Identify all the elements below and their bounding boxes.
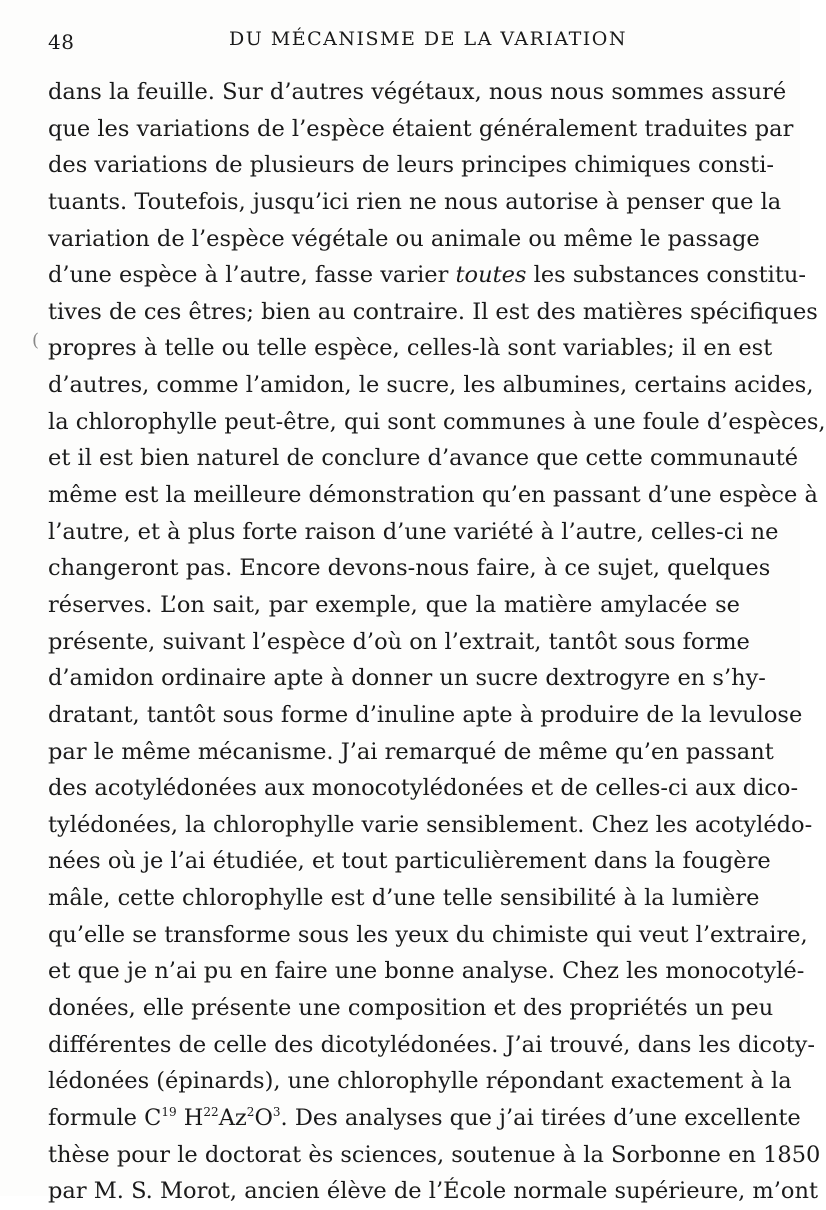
text-line [48,257,806,294]
text-line: thèse pour le doctorat ès sciences, soutenue à la Sorbonne en 1850 [48,1141,821,1168]
text-line: que les variations de l’espèce étaient généralement traduites par [48,115,794,142]
text-line: des acotylédonées aux monocotylédonées et de celles-ci aux dico- [48,775,799,802]
text-line: par le même mécanisme. J’ai remarqué de même qu’en passant [48,738,774,765]
text-line: d’autres, comme l’amidon, le sucre, les albumines, certains acides, [48,372,814,399]
text-line: et que je n’ai pu en faire une bonne analyse. Chez les monocotylé- [48,958,805,985]
text-line: tylédonées, la chlorophylle varie sensiblement. Chez les acotylédo- [48,811,813,838]
running-head [48,28,740,58]
text-line: mâle, cette chlorophylle est d’une telle sensibilité à la lumière [48,885,760,912]
formula-index: 22 [203,1104,219,1119]
formula-index: 2 [246,1104,255,1119]
text-line: des variations de plusieurs de leurs principes chimiques consti- [48,152,774,179]
page-number: 48 [48,30,75,54]
text-line: variation de l’espèce végétale ou animale ou même le passage [48,225,760,252]
text-line: dans la feuille. Sur d’autres végétaux, nous nous sommes assuré [48,79,787,105]
body-text [48,74,826,1210]
text-line: tives de ces êtres; bien au contraire. Il est des matières spécifiques [48,298,818,325]
formula-index: 19 [161,1104,177,1119]
formula-element: H [176,1104,204,1131]
text-line [48,1100,801,1137]
line-text: . Des analyses que j’ai tirées d’une excellente [280,1104,801,1131]
text-line: d’amidon ordinaire apte à donner un sucre dextrogyre en s’hy- [48,665,766,692]
text-line: présente, suivant l’espèce d’où on l’extrait, tantôt sous forme [48,628,750,655]
text-line: changeront pas. Encore devons-nous faire, à ce sujet, quelques [48,555,771,582]
text-line: tuants. Toutefois, jusqu’ici rien ne nous autorise à penser que la [48,188,782,215]
italic-word: toutes [455,262,527,289]
formula-index: 3 [272,1104,281,1119]
text-line: réserves. L’on sait, par exemple, que la matière amylacée se [48,591,740,618]
formula-element: Az [218,1104,247,1131]
text-line: par M. S. Morot, ancien élève de l’École normale supérieure, m’ont [48,1178,818,1205]
text-line: différentes de celle des dicotylédonées. J’ai trouvé, dans les dicoty- [48,1031,815,1058]
text-line: propres à telle ou telle espèce, celles-là sont variables; il en est [48,335,773,362]
text-line: qu’elle se transforme sous les yeux du chimiste qui veut l’extraire, [48,921,808,948]
text-line: donées, elle présente une composition et des propriétés un peu [48,995,774,1022]
running-title: DU MÉCANISME DE LA VARIATION [229,28,627,50]
text-line: lédonées (épinards), une chlorophylle répondant exactement à la [48,1068,792,1095]
line-text: les substances constitu- [526,262,806,289]
line-text: formule [48,1104,145,1131]
line-text: d’une espèce à l’autre, fasse varier [48,262,456,289]
text-line: la chlorophylle peut-être, qui sont communes à une foule d’espèces, [48,408,826,435]
text-line: même est la meilleure démonstration qu’en passant d’une espèce à [48,482,818,509]
text-line: l’autre, et à plus forte raison d’une variété à l’autre, celles-ci ne [48,518,779,545]
text-line: et il est bien naturel de conclure d’avance que cette communauté [48,445,799,472]
text-line: dratant, tantôt sous forme d’inuline apte à produire de la levulose [48,701,803,728]
text-line: nées où je l’ai étudiée, et tout particulièrement dans la fougère [48,848,771,875]
formula-element: C [144,1104,162,1131]
formula-element: O [254,1104,273,1131]
margin-bracket-mark: ( [32,330,40,351]
